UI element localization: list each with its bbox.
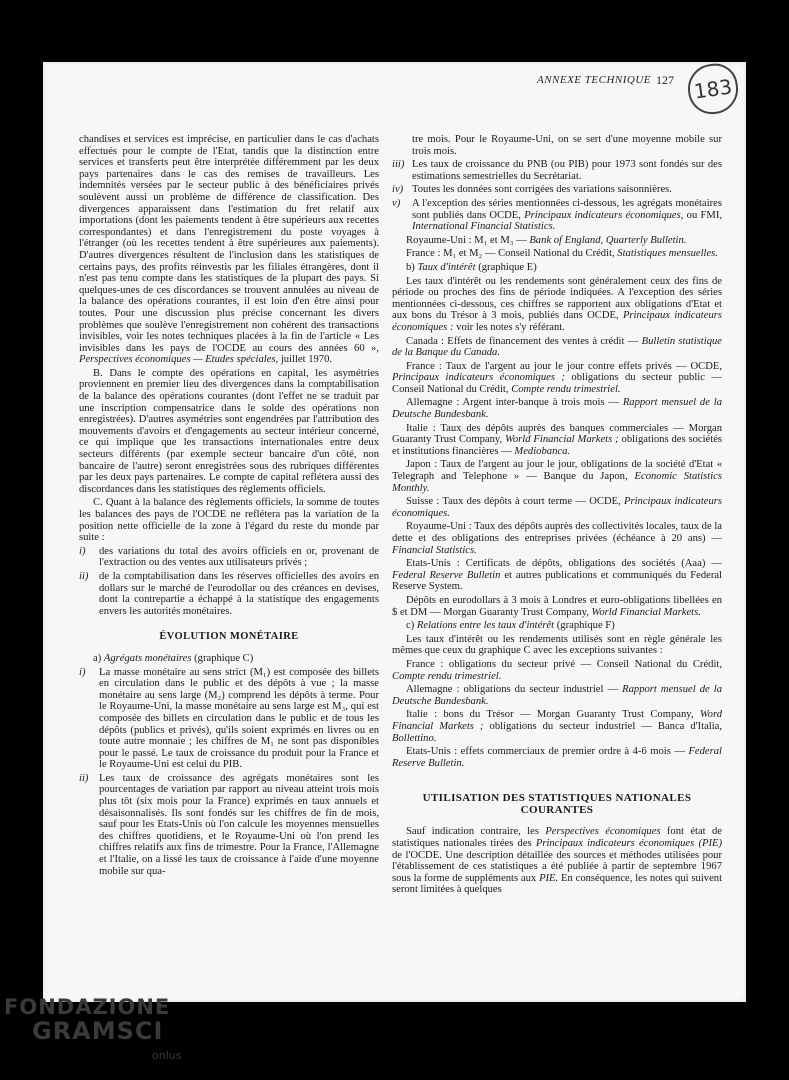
list-item: iii) Les taux de croissance du PNB (ou PIB) pour 1973 sont fondés sur des estimations semestrielles du Secrétariat. [392, 159, 722, 182]
left-column [79, 134, 379, 879]
paragraph: Allemagne : obligations du secteur industriel — Rapport mensuel de la Deutsche Bundesbank. [392, 684, 723, 707]
archive-watermark-logo: FONDAZIONE GRAMSCI onlus [4, 995, 182, 1062]
paragraph: tre mois. Pour le Royaume-Uni, on se sert d'une moyenne mobile sur trois mois. [412, 134, 722, 157]
handwritten-page-mark: 183 [685, 62, 741, 117]
running-head: ANNEXE TECHNIQUE [536, 74, 651, 86]
paragraph: Japon : Taux de l'argent au jour le jour, obligations de la société d'Etat « Telegraph and Telephone » — Banque du Japon, Economic Statistics Monthly. [392, 459, 723, 494]
paragraph: chandises et services est imprécise, en particulier dans le cas d'achats effectués pour le compte de l'Etat, tandis que la distinction entre services et transferts peut être interprétée différemment par les deux pays partenaires dans le cas des remises de travailleurs. Les indemnités versées par le secteur public à des bénéficiaires privés soulèvent aussi un problème de différence de classification. Des divergences apparaissent dans l'estimation du fret relatif aux importations (dont les paiements tendent à être supérieurs aux recettes correspondantes) et dans l'enregistrement du poste voyages à l'étranger (où les recettes tendent à être supérieures aux paiements). D'autres divergences résultent de l'inclusion dans les statistiques de certains pays, des profits réinvestis par les filiales étrangères, dont il n'est pas tenu compte dans les statistiques de la plupart des pays. Si quelques-unes de ces discordances se trouvent annulées au niveau de la balance des opérations courantes, il est loin d'en être ainsi pour toutes. Pour une discussion plus précise concernant les divers problèmes que soulève l'enregistrement non cohérent des transactions invisibles, voir les notes techniques placées à la fin de l'article « Les invisibles dans les pays de l'OCDE au cours des années 60 », Perspectives économiques — Etudes spéciales, juillet 1970. [79, 134, 379, 366]
paragraph: Royaume-Uni : M₁ et M₃ — Bank of England, Quarterly Bulletin. [406, 234, 687, 246]
paragraph-c: C. Quant à la balance des règlements officiels, la somme de toutes les balances des pays de l'OCDE ne reflétera pas la variation de la position nette officielle de la zone à l'égard du reste du monde par suite : [79, 497, 379, 544]
list-item: i) des variations du total des avoirs officiels en or, provenant de l'extraction ou des ventes aux utilisateurs privés ; [79, 545, 379, 569]
right-column [392, 134, 722, 898]
paragraph: Italie : bons du Trésor — Morgan Guaranty Trust Company, Word Financial Markets ; obligations du secteur industriel — Banca d'Italia, Bollettino. [392, 709, 723, 744]
paragraph: France : M₁ et M₂ — Conseil National du Crédit, Statistiques mensuelles. [406, 248, 718, 260]
paragraph-b: B. Dans le compte des opérations en capital, les asymétries proviennent en premier lieu des divergences dans la comptabilisation de la balance des opérations courantes (dont l'effet ne se traduit par une inscription compensatrice dans le solde des opérations non enregistrées). D'autres asymétries sont engendrées par l'attribution des mouvements d'avoirs et d'engagements au secteur intérieur concerné, ce qui implique que les transactions internationales entre deux secteurs différents (par exemple secteur bancaire d'un côté, non bancaire de l'autre) seront enregistrées sous des rubriques différentes par les deux pays partenaires. Le compte de capital reflétera aussi des discordances dans les statistiques des règlements officiels. [79, 367, 379, 495]
list-item: i) La masse monétaire au sens strict (M₁) est composée des billets en circulation dans le public et des dépôts à vue ; la masse monétaire au sens large (M₂) comprend les dépôts à terme. Pour le Royaume-Uni, la masse monétaire au sens large est M₃, qui est composée des billets en circulation dans le public et de tous les dépôts (publics et privés), qu'ils soient exprimés en livres ou en toute autre monnaie ; les chiffres de M₁ ne sont pas disponibles pour le passé. Le taux de croissance du produit pour la France et le Royaume-Uni est celui du PIB. [79, 666, 379, 771]
subsection-heading: a) Agrégats monétaires (graphique C) [93, 652, 254, 664]
document-page [43, 62, 746, 1002]
section-heading: UTILISATION DES STATISTIQUES NATIONALES COURANTES [422, 792, 692, 816]
page-number: 127 [656, 73, 674, 87]
paragraph: France : Taux de l'argent au jour le jour contre effets privés — OCDE, Principaux indicateurs économiques ; obligations du secteur public — Conseil National du Crédit, Compte rendu trimestriel. [392, 360, 722, 395]
paragraph: Les taux d'intérêt ou les rendements sont généralement ceux des fins de période ou proches des fins de période indiquées. A l'exception des séries mentionnées ci-dessous, ces chiffres se rapportent aux obligations d'Etat et aux bons du Trésor à 3 mois, publiés dans OCDE, Principaux indicateurs économiques : voir les notes s'y référant. [392, 275, 722, 333]
section-heading: ÉVOLUTION MONÉTAIRE [159, 631, 299, 643]
list-item: iv) Toutes les données sont corrigées des variations saisonnières. [392, 184, 672, 196]
list-item: ii) Les taux de croissance des agrégats monétaires sont les pourcentages de variation par rapport au niveau atteint trois mois plus tôt (six mois pour la France) exprimés en taux annuels et désaisonnalisés. Ils sont fondés sur les chiffres de fin de mois, sauf pour les Etats-Unis où l'on calcule les moyennes mensuelles des chiffres quotidiens, et le Royaume-Uni où l'on prend les chiffres relatifs aux fins de trimestre. Pour la France, l'Allemagne et l'Italie, on a lissé les taux de croissance à l'aide d'une moyenne mobile sur qua- [79, 772, 379, 877]
subsection-heading: c) Relations entre les taux d'intérêt (graphique F) [406, 620, 615, 632]
paragraph: Les taux d'intérêt ou les rendements utilisés sont en règle générale les mêmes que ceux du graphique C avec les exceptions suivantes : [392, 633, 722, 657]
paragraph: Sauf indication contraire, les Perspectives économiques font état de statistiques nationales tirées des Principaux indicateurs économiques (PIE) de l'OCDE. Une description détaillée des sources et méthodes utilisées pour l'établissement de ces statistiques a été publiée à partir de septembre 1967 sous la forme de suppléments aux PIE. En conséquence, les notes qui suivent seront limitées à quelques [392, 826, 723, 896]
paragraph: Allemagne : Argent inter-banque à trois mois — Rapport mensuel de la Deutsche Bundesbank. [392, 397, 722, 421]
paragraph: France : obligations du secteur privé — Conseil National du Crédit, Compte rendu trimestriel. [392, 658, 722, 682]
paragraph: Royaume-Uni : Taux des dépôts auprès des collectivités locales, taux de la dette et des obligations des entreprises privées (échéance à 20 ans) — Financial Statistics. [392, 521, 722, 556]
paragraph: Italie : Taux des dépôts auprès des banques commerciales — Morgan Guaranty Trust Company, World Financial Markets ; obligations des sociétés et institutions financières — Mediobanca. [392, 422, 723, 457]
list-item: v) A l'exception des séries mentionnées ci-dessous, les agrégats monétaires sont publiés dans OCDE, Principaux indicateurs économiques, ou FMI, International Financial Statistics. [392, 197, 723, 233]
list-item: ii) de la comptabilisation dans les réserves officielles des avoirs en dollars sur le marché de l'eurodollar ou des créances en devises, dont la contrepartie a échappé à la statistique des engagements envers les autorités monétaires. [79, 570, 379, 617]
subsection-heading: b) Taux d'intérêt (graphique E) [406, 261, 537, 273]
paragraph: Canada : Effets de financement des ventes à crédit — Bulletin statistique de la Banque du Canada. [392, 335, 722, 359]
paragraph: Dépôts en eurodollars à 3 mois à Londres et euro-obligations libellées en $ et DM — Morgan Guaranty Trust Company, World Financial Markets. [392, 594, 722, 618]
paragraph: Etats-Unis : Certificats de dépôts, obligations des sociétés (Aaa) — Federal Reserve Bulletin et autres publications et communiqués du Federal Reserve System. [392, 558, 722, 593]
paragraph: Etats-Unis : effets commerciaux de premier ordre à 4-6 mois — Federal Reserve Bulletin. [392, 746, 722, 769]
paragraph: Suisse : Taux des dépôts à court terme — OCDE, Principaux indicateurs économiques. [392, 496, 723, 519]
